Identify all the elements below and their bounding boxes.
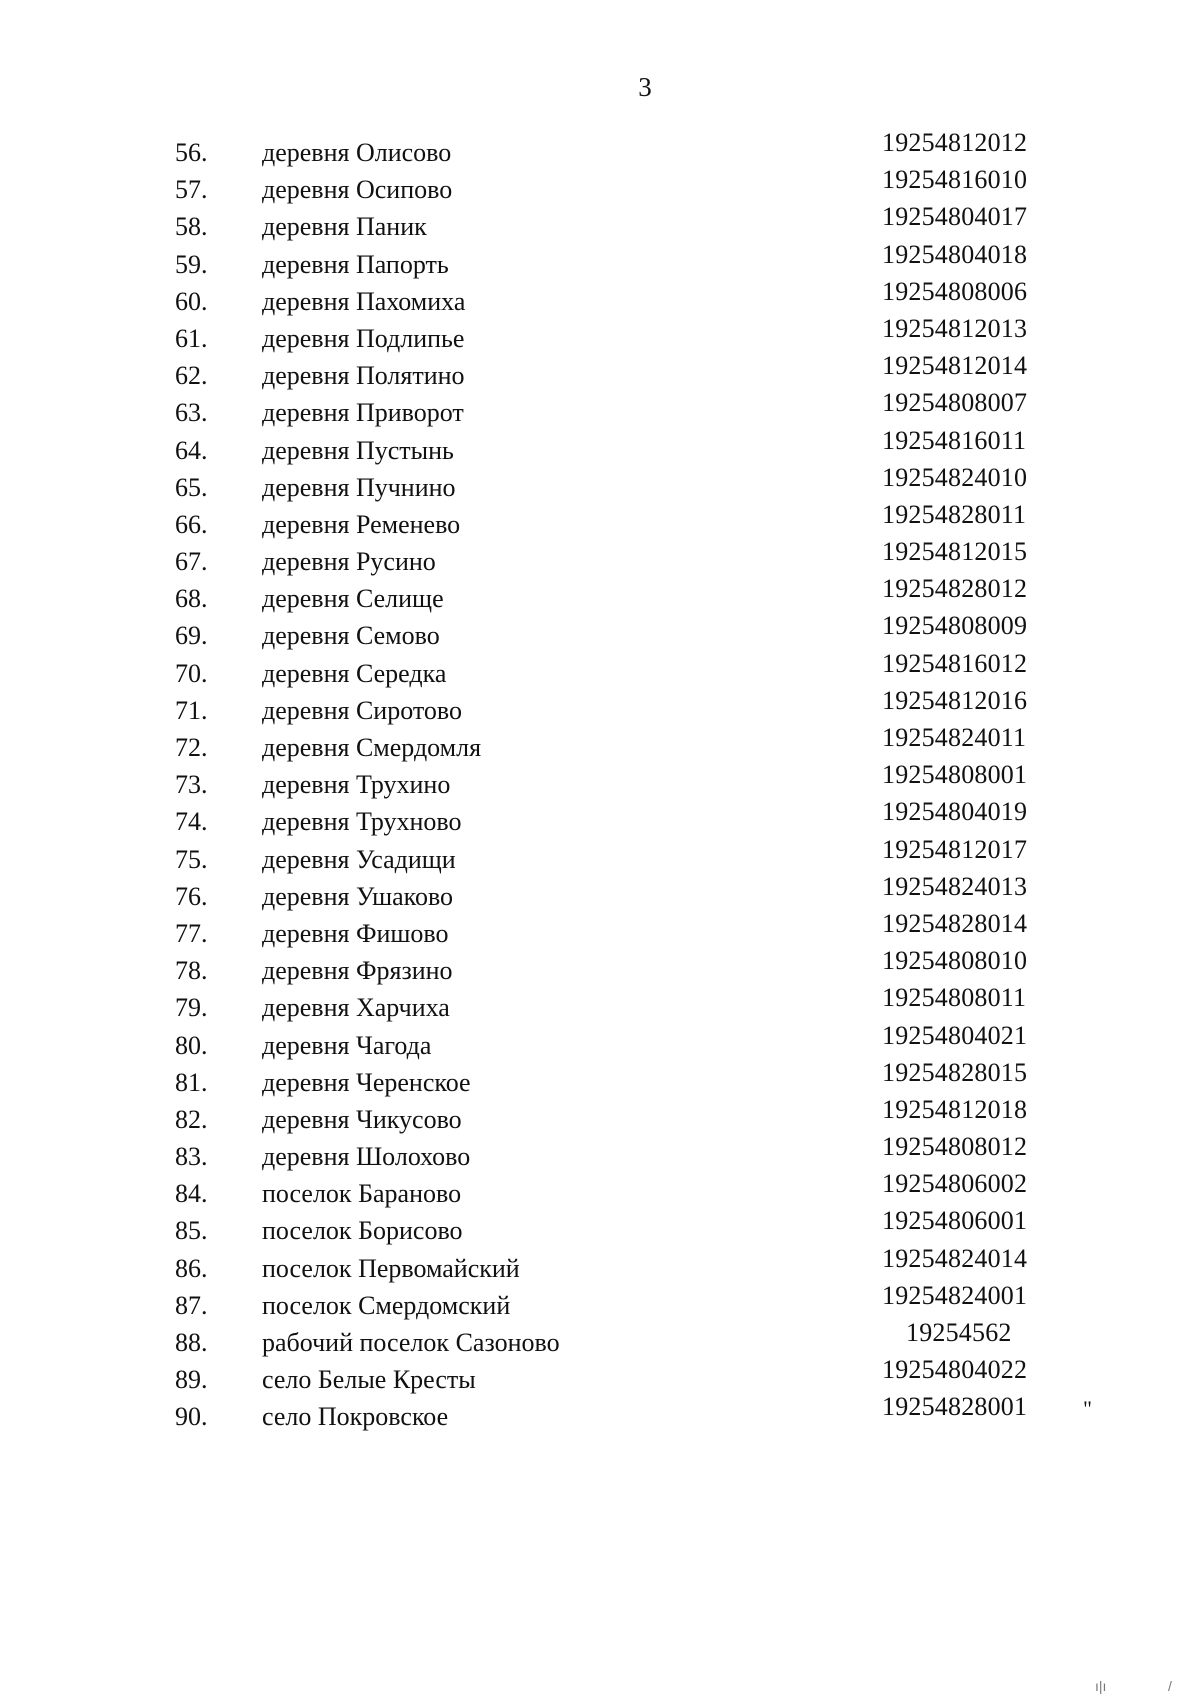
row-number: 60. (175, 286, 208, 316)
oktmo-code: 19254808007 (882, 388, 1028, 418)
list-row (0, 872, 1200, 909)
settlement-name: деревня Сиротово (262, 695, 462, 725)
list-row (0, 537, 1200, 577)
row-number: 83. (175, 1142, 208, 1172)
oktmo-code: 19254824014 (882, 1243, 1028, 1273)
settlement-name: деревня Фрязино (262, 956, 453, 986)
row-number: 69. (175, 621, 208, 651)
settlement-list (0, 128, 1200, 1430)
list-row (0, 574, 1200, 614)
list-row (0, 426, 1200, 463)
settlement-name: деревня Пучнино (262, 472, 456, 502)
list-row (0, 797, 1200, 837)
row-number: 76. (175, 881, 208, 911)
row-number: 77. (175, 918, 208, 948)
row-number: 88. (175, 1328, 208, 1357)
list-row (0, 165, 1200, 205)
row-number: 72. (175, 733, 208, 762)
oktmo-code: 19254812017 (882, 834, 1028, 864)
list-row (0, 1281, 1200, 1318)
settlement-name: деревня Пустынь (262, 435, 454, 465)
row-number: 61. (175, 323, 208, 353)
list-row (0, 240, 1200, 277)
settlement-name: поселок Первомайский (262, 1253, 520, 1283)
oktmo-code: 19254812016 (882, 685, 1028, 715)
settlement-name: деревня Чикусово (262, 1104, 462, 1134)
list-row (0, 463, 1200, 500)
oktmo-code: 19254812013 (882, 313, 1028, 343)
list-row (0, 835, 1200, 872)
settlement-name: деревня Харчиха (262, 993, 450, 1023)
oktmo-code: 19254816011 (882, 425, 1027, 455)
settlement-name: деревня Приворот (262, 398, 464, 428)
settlement-name: деревня Осипово (262, 175, 453, 205)
list-row (0, 388, 1200, 428)
scan-artifact: ı|ı (1095, 1678, 1107, 1694)
row-number: 66. (175, 509, 208, 539)
settlement-name: деревня Усадищи (262, 844, 456, 874)
settlement-name: деревня Фишово (262, 918, 449, 948)
list-row (0, 1318, 1200, 1355)
row-number: 63. (175, 398, 208, 428)
oktmo-code: 19254804022 (882, 1355, 1028, 1385)
row-number: 75. (175, 844, 208, 874)
settlement-name: поселок Борисово (262, 1216, 463, 1246)
row-number: 73. (175, 770, 208, 800)
settlement-name: деревня Полятино (262, 361, 465, 391)
list-row (0, 1132, 1200, 1172)
page-number: 3 (638, 72, 652, 102)
row-number: 80. (175, 1030, 208, 1060)
row-number: 58. (175, 212, 208, 242)
closing-quote: " (1083, 1396, 1092, 1422)
list-row (0, 686, 1200, 723)
settlement-name: деревня Пахомиха (262, 286, 466, 316)
list-row (0, 909, 1200, 946)
list-row (0, 611, 1200, 651)
row-number: 62. (175, 361, 208, 391)
row-number: 90. (175, 1402, 208, 1432)
settlement-name: деревня Черенское (262, 1067, 471, 1097)
oktmo-code: 19254824010 (882, 462, 1028, 492)
row-number: 87. (175, 1290, 208, 1320)
oktmo-code: 19254828015 (882, 1057, 1028, 1087)
settlement-name: деревня Олисово (262, 138, 452, 167)
settlement-name: деревня Подлипье (262, 323, 465, 353)
list-row (0, 1392, 1200, 1432)
list-row (0, 1355, 1200, 1395)
row-number: 70. (175, 658, 208, 688)
settlement-name: деревня Русино (262, 547, 436, 577)
settlement-name: деревня Шолохово (262, 1142, 471, 1172)
list-row (0, 500, 1200, 537)
oktmo-code: 19254562 (906, 1318, 1012, 1347)
oktmo-code: 19254812014 (882, 351, 1028, 381)
oktmo-code: 19254824013 (882, 871, 1028, 901)
oktmo-code: 19254808012 (882, 1132, 1028, 1162)
settlement-name: деревня Папорть (262, 249, 449, 279)
oktmo-code: 19254804019 (882, 797, 1028, 827)
oktmo-code: 19254812015 (882, 537, 1028, 567)
oktmo-code: 19254828011 (882, 499, 1027, 529)
oktmo-code: 19254812018 (882, 1094, 1028, 1124)
row-number: 57. (175, 175, 208, 205)
row-number: 65. (175, 472, 208, 502)
oktmo-code: 19254824011 (882, 723, 1027, 752)
oktmo-code: 19254804017 (882, 202, 1028, 232)
oktmo-code: 19254828014 (882, 908, 1028, 938)
list-row (0, 723, 1200, 760)
row-number: 85. (175, 1216, 208, 1246)
list-row (0, 202, 1200, 242)
row-number: 74. (175, 807, 208, 837)
row-number: 78. (175, 956, 208, 986)
oktmo-code: 19254824001 (882, 1280, 1028, 1310)
settlement-name: деревня Ушаково (262, 881, 454, 911)
settlement-name: деревня Трухново (262, 807, 462, 837)
list-row (0, 314, 1200, 351)
list-row (0, 983, 1200, 1023)
settlement-name: поселок Смердомский (262, 1290, 511, 1320)
row-number: 79. (175, 993, 208, 1023)
settlement-name: деревня Паник (262, 212, 427, 242)
oktmo-code: 19254808001 (882, 760, 1028, 790)
settlement-name: деревня Смердомля (262, 733, 482, 762)
row-number: 71. (175, 695, 208, 725)
oktmo-code: 19254828012 (882, 574, 1028, 604)
list-row (0, 351, 1200, 391)
row-number: 82. (175, 1104, 208, 1134)
list-row (0, 1169, 1200, 1209)
list-row (0, 128, 1200, 165)
list-row (0, 1244, 1200, 1281)
oktmo-code: 19254806002 (882, 1169, 1028, 1199)
row-number: 86. (175, 1253, 208, 1283)
oktmo-code: 19254808010 (882, 946, 1028, 976)
list-row (0, 1095, 1200, 1132)
row-number: 84. (175, 1179, 208, 1209)
oktmo-code: 19254812012 (882, 128, 1028, 157)
settlement-name: деревня Середка (262, 658, 447, 688)
oktmo-code: 19254816010 (882, 165, 1028, 195)
row-number: 81. (175, 1067, 208, 1097)
list-row (0, 1058, 1200, 1095)
settlement-name: деревня Чагода (262, 1030, 432, 1060)
row-number: 64. (175, 435, 208, 465)
oktmo-code: 19254808009 (882, 611, 1028, 641)
list-row (0, 277, 1200, 314)
oktmo-code: 19254808011 (882, 983, 1027, 1013)
settlement-name: деревня Селище (262, 584, 444, 614)
oktmo-code: 19254828001 (882, 1392, 1028, 1422)
settlement-name: деревня Трухино (262, 770, 451, 800)
settlement-name: село Покровское (262, 1402, 449, 1432)
row-number: 89. (175, 1365, 208, 1395)
oktmo-code: 19254808006 (882, 276, 1028, 306)
list-row (0, 1021, 1200, 1058)
list-row (0, 760, 1200, 800)
oktmo-code: 19254816012 (882, 648, 1028, 678)
row-number: 68. (175, 584, 208, 614)
list-row (0, 649, 1200, 686)
settlement-name: поселок Бараново (262, 1179, 462, 1209)
settlement-name: рабочий поселок Сазоново (262, 1328, 560, 1357)
oktmo-code: 19254804021 (882, 1020, 1028, 1050)
settlement-name: деревня Семово (262, 621, 440, 651)
list-row (0, 1206, 1200, 1246)
settlement-name: село Белые Кресты (262, 1365, 476, 1395)
scan-artifact: / (1168, 1678, 1172, 1694)
row-number: 56. (175, 138, 208, 167)
row-number: 67. (175, 547, 208, 577)
list-row (0, 946, 1200, 986)
oktmo-code: 19254806001 (882, 1206, 1028, 1236)
settlement-name: деревня Ременево (262, 509, 461, 539)
oktmo-code: 19254804018 (882, 239, 1028, 269)
row-number: 59. (175, 249, 208, 279)
